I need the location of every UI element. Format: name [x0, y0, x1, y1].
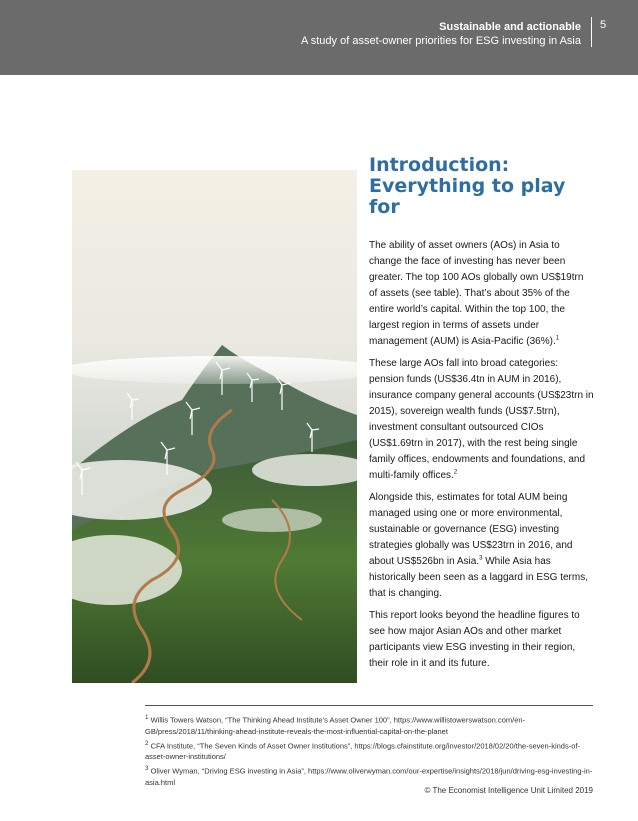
intro-paragraph	[369, 608, 594, 672]
header-bar	[0, 0, 638, 75]
footnote-number: 2	[145, 739, 149, 747]
footnote-divider	[145, 705, 593, 706]
page-number: 5	[600, 19, 607, 31]
paragraph-text: While Asia has historically been seen as a laggard in ESG terms, that is changing.	[369, 556, 588, 599]
report-title: Sustainable and actionable	[439, 21, 581, 33]
footnotes	[145, 712, 595, 789]
footnote-text: Willis Towers Watson, “The Thinking Ahead Institute’s Asset Owner 100”, https://www.willistowerswatson.com/en-GB/press/2018/11/thinking-ahead-institute-reveals-the-most-influential-capital-on-the-planet	[145, 715, 526, 736]
footnote-text: CFA Institute, “The Seven Kinds of Asset Owner Institutions”, https://blogs.cfainstitute.org/investor/2018/02/20/the-seven-kinds-of-asset-owner-institutions/	[145, 741, 580, 761]
paragraph-text: Alongside this, estimates for total AUM being managed using one or more environmental, sustainable or governance (ESG) investing strategies globally was US$23trn in 2016, and about US$526bn in Asia.	[369, 492, 573, 567]
paragraph-text: The ability of asset owners (AOs) in Asia to change the face of investing has never been greater. The top 100 AOs globally own US$19trn of assets (see table). That’s about 35% of the entire world’s capital. Within the top 100, the largest region in terms of assets under management (AUM) is Asia-Pacific (36%).	[369, 240, 584, 347]
intro-paragraph	[369, 238, 594, 350]
footnote-number: 3	[145, 765, 149, 772]
copyright: © The Economist Intelligence Unit Limited 2019	[424, 786, 593, 795]
intro-paragraph	[369, 490, 594, 602]
footnote-ref: 1	[555, 335, 560, 342]
footnote	[145, 763, 595, 788]
report-subtitle: A study of asset-owner priorities for ESG investing in Asia	[300, 35, 581, 47]
paragraph-text: These large AOs fall into broad categories: pension funds (US$36.4tn in AUM in 2016), insurance company general accounts (US$23trn in 2015), sovereign wealth funds (US$7.5trn), investment consultant outsourced CIOs (US$1.69trn in 2017), with the rest being single family offices, endowments and foundations, and multi-family offices.	[369, 358, 594, 481]
footnote-text: Oliver Wyman, “Driving ESG investing in Asia”, https://www.oliverwyman.com/our-expertise/insights/2018/jun/driving-esg-investing-in-asia.html	[145, 766, 593, 787]
footnote-ref: 2	[453, 469, 458, 476]
wind-turbines-mountain-photo	[72, 170, 357, 683]
intro-title: Introduction: Everything to play for	[369, 154, 566, 218]
paragraph-text: This report looks beyond the headline figures to see how major Asian AOs and other market participants view ESG investing in their region, their role in it and its future.	[369, 610, 580, 669]
footnote-number: 1	[145, 714, 149, 721]
footnote	[145, 712, 595, 737]
footnote-ref: 3	[479, 555, 483, 562]
footnote	[145, 738, 595, 763]
header-divider	[591, 17, 592, 47]
intro-body	[369, 238, 594, 678]
intro-paragraph	[369, 356, 594, 484]
header-text	[301, 20, 581, 48]
